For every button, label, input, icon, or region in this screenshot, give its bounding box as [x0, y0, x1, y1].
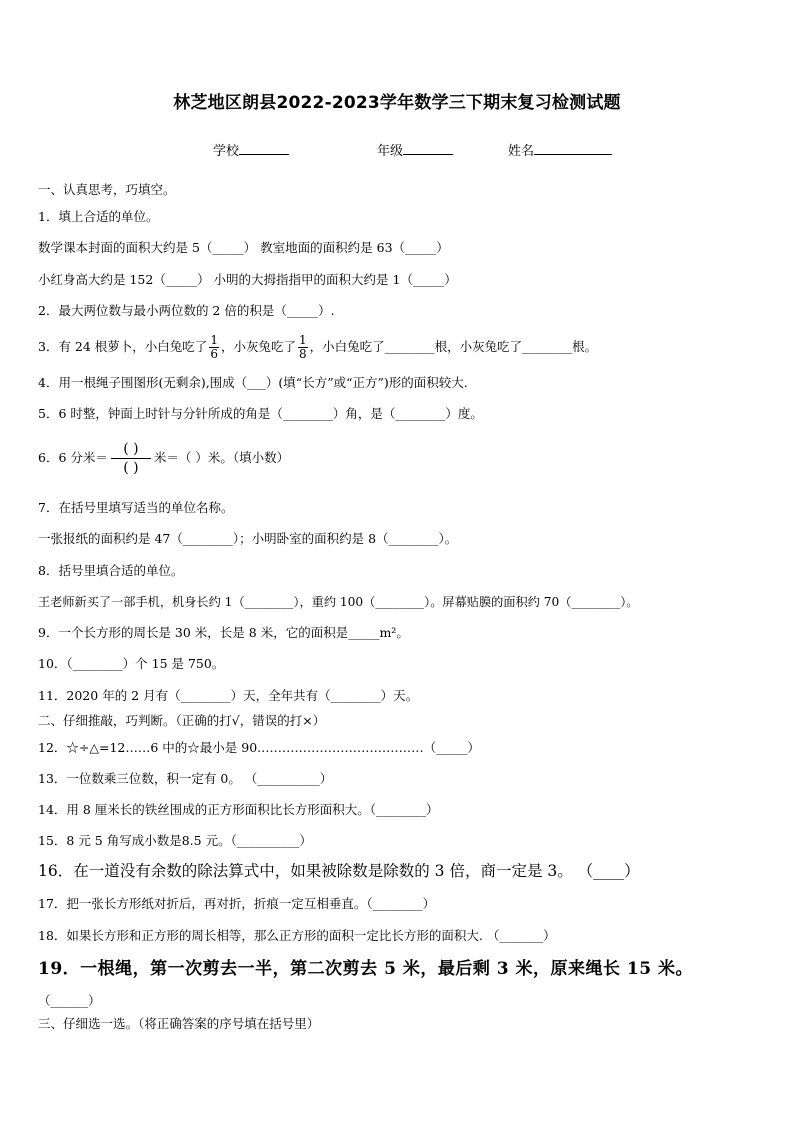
fraction-numerator: ( )	[111, 440, 151, 459]
question-9: 9．一个长方形的周长是 30 米，长是 8 米，它的面积是_____m²。	[38, 625, 409, 640]
question-7a: 一张报纸的面积约是 47（________）；小明卧室的面积约是 8（________）。	[38, 531, 458, 546]
fraction-denominator: ( )	[123, 460, 139, 476]
school-field	[213, 140, 289, 159]
question-6	[38, 440, 289, 477]
question-14: 14．用 8 厘米长的铁丝围成的正方形面积比长方形面积大。（________）	[38, 802, 439, 817]
question-1: 1．填上合适的单位。	[38, 209, 159, 224]
question-16: 16．在一道没有余数的除法算式中，如果被除数是除数的 3 倍，商一定是 3。 （____）	[38, 862, 640, 880]
q6-prefix: 6．6 分米＝	[38, 450, 108, 465]
name-blank[interactable]	[534, 141, 612, 155]
grade-blank[interactable]	[403, 141, 453, 155]
section-heading-1: 一、认真思考，巧填空。	[38, 182, 176, 197]
question-8a: 王老师新买了一部手机，机身长约 1（________），重约 100（________）。屏幕贴膜的面积约 70（________）。	[38, 595, 639, 609]
question-10: 10．（________）个 15 是 750。	[38, 656, 225, 671]
name-field	[508, 140, 612, 159]
section-heading-2: 二、仔细推敲，巧判断。（正确的打√，错误的打×）	[38, 713, 326, 728]
fraction-denominator: 6	[210, 347, 218, 361]
question-15: 15．8 元 5 角写成小数是8.5 元。（__________）	[38, 833, 312, 848]
question-7: 7．在括号里填写适当的单位名称。	[38, 500, 234, 515]
q6-suffix: 米＝（ ）米。（填小数）	[153, 450, 290, 465]
school-label: 学校	[213, 144, 240, 159]
question-1b: 小红身高大约是 152（_____） 小明的大拇指指甲的面积大约是 1（_____）	[38, 272, 457, 287]
question-13: 13．一位数乘三位数，积一定有 0。 （__________）	[38, 771, 333, 786]
fraction-one-eighth	[298, 334, 308, 361]
fraction-numerator: 1	[210, 333, 218, 347]
question-18: 18．如果长方形和正方形的周长相等，那么正方形的面积一定比长方形的面积大. （_______）	[38, 928, 556, 943]
question-1a: 数学课本封面的面积大约是 5（_____） 教室地面的面积约是 63（_____）	[38, 240, 449, 255]
section-heading-3: 三、仔细选一选。（将正确答案的序号填在括号里）	[38, 1016, 320, 1031]
q3-middle: ，小灰兔吃了	[220, 339, 296, 354]
page-title: 林芝地区朗县2022-2023学年数学三下期末复习检测试题	[173, 93, 621, 113]
question-19-answer: （______）	[38, 993, 101, 1008]
q3-suffix: ，小白兔吃了________根，小灰兔吃了________根。	[309, 339, 598, 354]
question-12: 12．☆÷△=12……6 中的☆最小是 90.…………………………………（_____）	[38, 740, 480, 755]
q3-prefix: 3．有 24 根萝卜，小白兔吃了	[38, 339, 208, 354]
question-17: 17．把一张长方形纸对折后，再对折，折痕一定互相垂直。（________）	[38, 896, 436, 911]
grade-field	[377, 140, 453, 159]
question-2: 2．最大两位数与最小两位数的 2 倍的积是（_____）.	[38, 303, 335, 318]
grade-label: 年级	[377, 144, 404, 159]
question-11: 11．2020 年的 2 月有（________）天，全年共有（________）天。	[38, 688, 419, 703]
fraction-numerator: 1	[298, 333, 307, 347]
question-3	[38, 334, 597, 361]
school-blank[interactable]	[239, 141, 289, 155]
question-4: 4．用一根绳子围图形(无剩余),围成（___）(填“长方”或“正方”)形的面积较大.	[38, 375, 468, 390]
fraction-denominator: 8	[298, 347, 307, 361]
question-8: 8．括号里填合适的单位。	[38, 563, 184, 578]
name-label: 姓名	[508, 144, 535, 159]
question-5: 5．6 时整，钟面上时针与分针所成的角是（________）角，是（________）度。	[38, 406, 483, 421]
fraction-blank	[111, 440, 151, 477]
fraction-one-sixth	[209, 334, 219, 361]
question-19: 19．一根绳，第一次剪去一半，第二次剪去 5 米，最后剩 3 米，原来绳长 15 米。	[38, 959, 693, 979]
